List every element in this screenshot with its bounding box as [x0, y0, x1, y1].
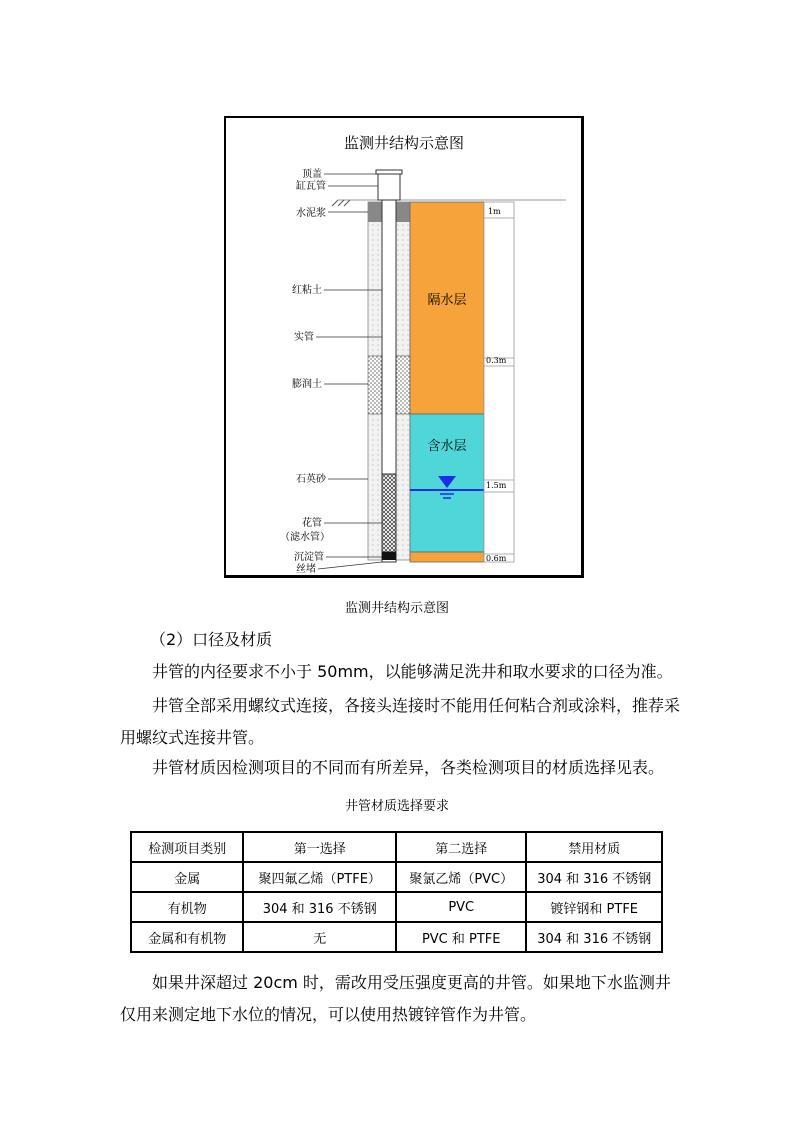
- label-cement: 水泥浆: [296, 208, 326, 219]
- table-cell: 镀锌钢和 PTFE: [526, 892, 662, 922]
- label-screen-pipe-alt: （滤水管）: [280, 532, 330, 543]
- diagram-svg: [226, 118, 582, 576]
- label-bentonite: 膨润土: [292, 379, 322, 390]
- plug-shape: [382, 552, 396, 560]
- table-header-row: [131, 832, 662, 862]
- table-header-cell: 第二选择: [396, 832, 526, 862]
- table-cell: 金属和有机物: [131, 922, 243, 952]
- label-sediment-pipe: 沉淀管: [294, 552, 324, 563]
- screen-pipe-shape: [382, 474, 396, 552]
- aquifer-label: 含水层: [427, 439, 467, 454]
- table-cell: 金属: [131, 862, 243, 892]
- table-cell: 有机物: [131, 892, 243, 922]
- aquitard-label: 隔水层: [427, 293, 467, 308]
- aquitard-layer: [410, 202, 484, 414]
- top-cap-shape: [376, 170, 402, 174]
- well-structure-diagram: [224, 116, 584, 578]
- cement-right: [396, 202, 410, 222]
- table-cell: 聚四氟乙烯（PTFE）: [243, 862, 396, 892]
- table-header-cell: 禁用材质: [526, 832, 662, 862]
- table-cell: 无: [243, 922, 396, 952]
- paragraph-2: 井管全部采用螺纹式连接，各接头连接时不能用任何粘合剂或涂料，推荐采用螺纹式连接井管。: [120, 696, 681, 747]
- cement-left: [368, 202, 382, 222]
- paragraph-1: 井管的内径要求不小于 50mm，以能够满足洗井和取水要求的口径为准。: [152, 662, 673, 681]
- depth-label-2: 0.3m: [486, 356, 507, 365]
- paragraph-4: 如果井深超过 20cm 时，需改用受压强度更高的井管。如果地下水监测井仅用来测定地下水位的情况，可以使用热镀锌管作为井管。: [120, 973, 671, 1024]
- table-row: [131, 892, 662, 922]
- diagram-title: 监测井结构示意图: [343, 134, 465, 152]
- table-cell: PVC: [396, 892, 526, 922]
- section-heading: （2）口径及材质: [150, 630, 273, 649]
- table-cell: PVC 和 PTFE: [396, 922, 526, 952]
- depth-label-4: 0.6m: [486, 554, 507, 563]
- table-row: [131, 922, 662, 952]
- bottom-layer: [410, 552, 484, 562]
- table-row: [131, 862, 662, 892]
- table-caption: 井管材质选择要求: [344, 799, 449, 814]
- label-solid-pipe: 实管: [294, 332, 314, 343]
- paragraph-3: 井管材质因检测项目的不同而有所差异，各类检测项目的材质选择见表。: [152, 758, 665, 777]
- table-cell: 聚氯乙烯（PVC）: [396, 862, 526, 892]
- label-screen-pipe: 花管: [302, 518, 322, 529]
- table-cell: 304 和 316 不锈钢: [243, 892, 396, 922]
- table-cell: 304 和 316 不锈钢: [526, 922, 662, 952]
- table-header-cell: 检测项目类别: [131, 832, 243, 862]
- label-quartz-sand: 石英砂: [296, 474, 326, 485]
- label-clay-pipe: 缸瓦管: [296, 181, 326, 192]
- label-top-cap: 顶盖: [302, 169, 322, 180]
- clay-pipe-shape: [378, 174, 400, 200]
- ground-hatch: [332, 200, 350, 206]
- material-table: [130, 831, 663, 953]
- depth-label-3: 1.5m: [486, 481, 507, 490]
- table-header-cell: 第一选择: [243, 832, 396, 862]
- label-plug: 丝堵: [296, 564, 316, 575]
- depth-label-1: 1m: [488, 207, 501, 216]
- table-cell: 304 和 316 不锈钢: [526, 862, 662, 892]
- depth-scale: [484, 202, 514, 562]
- label-red-clay: 红粘土: [292, 285, 322, 296]
- figure-caption: 监测井结构示意图: [344, 601, 449, 616]
